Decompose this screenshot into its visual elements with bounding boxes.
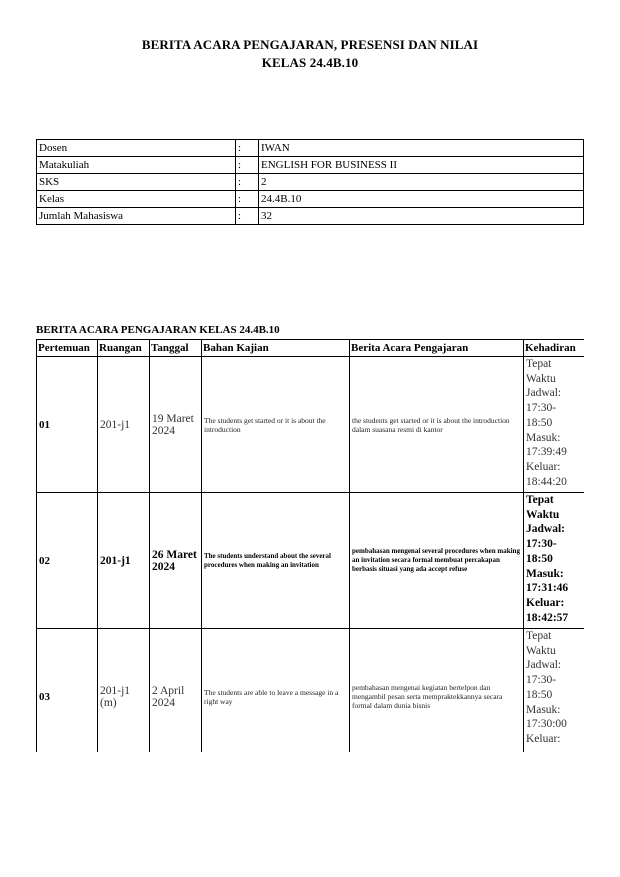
- info-separator: :: [236, 157, 259, 174]
- info-label: Matakuliah: [37, 157, 236, 174]
- cell-pertemuan: 02: [37, 493, 98, 629]
- kehadiran-line: 18:50: [526, 688, 553, 701]
- kehadiran-line: Keluar:: [526, 596, 565, 609]
- cell-pertemuan: 01: [37, 357, 98, 493]
- header-bahan-kajian: Bahan Kajian: [202, 340, 350, 357]
- cell-ruangan: 201-j1: [98, 493, 150, 629]
- cell-bahan-kajian: The students understand about the several procedures when making an invitation: [202, 493, 350, 629]
- info-separator: :: [236, 191, 259, 208]
- kehadiran-line: 17:30:00: [526, 718, 567, 731]
- info-row-kelas: [37, 191, 584, 208]
- document-subtitle: KELAS 24.4B.10: [261, 55, 359, 70]
- header-kehadiran: Kehadiran: [524, 340, 585, 357]
- info-value: 2: [259, 174, 584, 191]
- info-label: Dosen: [37, 140, 236, 157]
- info-table: [36, 139, 584, 225]
- info-row-jumlah-mahasiswa: [37, 208, 584, 225]
- document-title: BERITA ACARA PENGAJARAN, PRESENSI DAN NILAI: [141, 37, 479, 52]
- kehadiran-line: Jadwal:: [526, 523, 565, 536]
- info-separator: :: [236, 208, 259, 225]
- header-berita-acara: Berita Acara Pengajaran: [350, 340, 524, 357]
- info-label: Kelas: [37, 191, 236, 208]
- kehadiran-line: Waktu: [526, 644, 556, 657]
- kehadiran-line: 17:30-: [526, 402, 557, 415]
- info-value: IWAN: [259, 140, 584, 157]
- table-row: [37, 629, 585, 753]
- kehadiran-line: Waktu: [526, 372, 556, 385]
- cell-kehadiran: [524, 357, 585, 493]
- cell-tanggal: 26 Maret 2024: [150, 493, 202, 629]
- kehadiran-line: Keluar:: [526, 460, 561, 473]
- header-pertemuan: Pertemuan: [37, 340, 98, 357]
- info-row-sks: [37, 174, 584, 191]
- kehadiran-line: Waktu: [526, 508, 560, 521]
- meeting-table-wrapper: [36, 339, 584, 752]
- info-value: 32: [259, 208, 584, 225]
- cell-ruangan: 201-j1: [98, 357, 150, 493]
- cell-berita-acara: the students get started or it is about the introduction dalam suasana resmi di kantor: [350, 357, 524, 493]
- kehadiran-line: Tepat: [526, 358, 552, 370]
- kehadiran-line: Keluar:: [526, 732, 561, 745]
- kehadiran-line: Tepat: [526, 630, 552, 642]
- cell-bahan-kajian: The students get started or it is about the introduction: [202, 357, 350, 493]
- info-value: ENGLISH FOR BUSINESS II: [259, 157, 584, 174]
- cell-kehadiran: [524, 629, 585, 753]
- cell-tanggal: 2 April 2024: [150, 629, 202, 753]
- cell-kehadiran: [524, 493, 585, 629]
- kehadiran-line: 17:30-: [526, 674, 557, 687]
- cell-bahan-kajian: The students are able to leave a message in a right way: [202, 629, 350, 753]
- header-ruangan: Ruangan: [98, 340, 150, 357]
- cell-ruangan: 201-j1 (m): [98, 629, 150, 753]
- table-header-row: [37, 340, 585, 357]
- section-title: BERITA ACARA PENGAJARAN KELAS 24.4B.10: [36, 324, 280, 336]
- kehadiran-line: 18:44:20: [526, 475, 567, 488]
- kehadiran-line: Jadwal:: [526, 659, 562, 672]
- meeting-table: [36, 339, 584, 752]
- info-row-matakuliah: [37, 157, 584, 174]
- kehadiran-line: Tepat: [526, 494, 554, 506]
- info-label: Jumlah Mahasiswa: [37, 208, 236, 225]
- header-tanggal: Tanggal: [150, 340, 202, 357]
- kehadiran-line: 18:50: [526, 416, 553, 429]
- table-row: [37, 493, 585, 629]
- table-row: [37, 357, 585, 493]
- kehadiran-line: Jadwal:: [526, 387, 562, 400]
- kehadiran-line: 18:50: [526, 552, 553, 565]
- info-label: SKS: [37, 174, 236, 191]
- kehadiran-line: Masuk:: [526, 703, 561, 716]
- kehadiran-line: 17:30-: [526, 538, 557, 551]
- cell-berita-acara: pembahasan mengenai several procedures when making an invitation secara formal membuat percakapan berbasis situasi yang ada accept refuse: [350, 493, 524, 629]
- cell-pertemuan: 03: [37, 629, 98, 753]
- info-separator: :: [236, 140, 259, 157]
- kehadiran-line: 18:42:57: [526, 611, 569, 624]
- info-row-dosen: [37, 140, 584, 157]
- info-value: 24.4B.10: [259, 191, 584, 208]
- kehadiran-line: Masuk:: [526, 567, 564, 580]
- info-separator: :: [236, 174, 259, 191]
- kehadiran-line: 17:39:49: [526, 446, 567, 459]
- kehadiran-line: 17:31:46: [526, 582, 569, 595]
- cell-berita-acara: pembahasan mengenai kegiatan bertelpon dan mengambil pesan serta mempraktekkannya secara formal dalam dunia bisnis: [350, 629, 524, 753]
- kehadiran-line: Masuk:: [526, 431, 561, 444]
- cell-tanggal: 19 Maret 2024: [150, 357, 202, 493]
